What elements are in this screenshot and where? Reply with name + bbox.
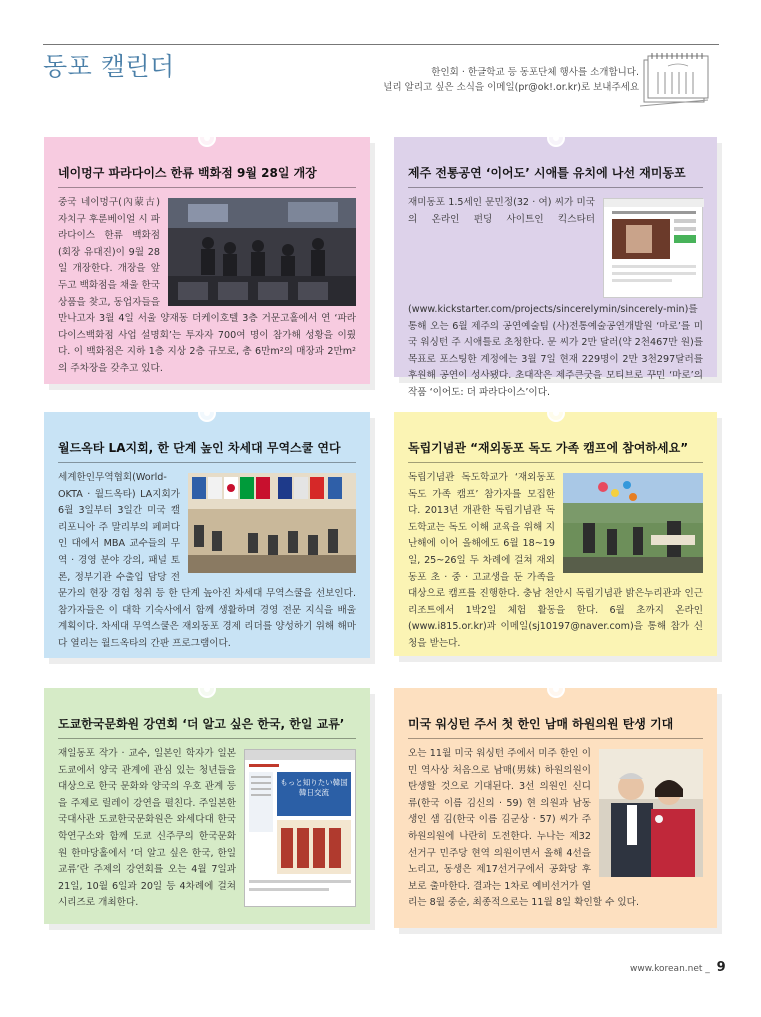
article-card-1 [44,137,370,384]
article-body-1: 중국 네이멍구(內蒙古) 자치구 후룬베이얼 시 파라다이스 한류 백화점(회장 유대진)이 9월 28일 개장한다. 개장을 앞두고 백화점을 채울 한국 상품을 찾고, 동업자들을 만나고자 3월 4일 서울 양재동 더케이호텔 3층 거문고홀에서 연 ‘파라다이스백화점 사업 설명회’는 투자자 700여 명이 참가해 성황을 이뤘다. 이 백화점은 지하 1층 지상 2층 규모로, 총 6만m²의 매장과 2만m²의 주차장을 갖추고 있다. [58,197,356,374]
article-body-4: 독립기념관 독도학교가 ‘재외동포 독도 가족 캠프’ 참가자를 모집한다. 2013년 개관한 독립기념관 독도학교는 독도 이해 교육을 위해 지난해에 이어 올해에도 6월 18~19일, 25~26일 두 차례에 걸쳐 재외동포 초 · 중 · 고교생을 둔 가족을 대상으로 캠프를 진행한다. 충남 천안시 독립기념관 밝은누리관과 인근 리조트에서 1박2일 체험 활동을 한다. 6월 초까지 온라인(www.i815.or.kr)과 이메일(sj10197@naver.com)을 통해 참가 신청을 받는다. [408,472,703,649]
page-footer: www.korean.net _ 9 [630,960,726,975]
article-card-4 [394,412,717,656]
article-card-2 [394,137,717,398]
article-photo-2 [603,198,703,298]
article-photo-6 [599,749,703,877]
article-body-2: 재미동포 1.5세인 문민정(32 · 여) 씨가 미국의 온라인 펀딩 사이트인 킥스타터(www.kickstarter.com/projects/sincerelymin/sincerely-min)를 통해 오는 6월 제주의 공연예술팀 (사)전통예술공연개발원 ‘마로’를 미국 워싱턴 주 시애틀로 초청한다. 문 씨가 2만 달러(약 2천467만 원)를 목표로 포스팅한 계정에는 3월 7일 현재 229명이 2만 3천297달러를 후원해 공연이 성사됐다. 초대작은 제주큰굿을 모티브로 꾸민 ‘마로’의 작품 ‘이어도: 더 파라다이스’이다. [408,197,703,398]
footer-site: www.korean.net [630,964,703,974]
article-photo-3 [188,473,356,573]
calendar-icon [638,50,714,114]
intro-text [383,65,639,95]
article-body-6: 오는 11월 미국 워싱턴 주에서 미주 한인 이민 역사상 처음으로 남매(男妹) 하원의원이 탄생할 것으로 기대된다. 3선 의원인 신디 류(한국 이름 김신의 · 59) 현 의원과 남동생인 샘 김(한국 이름 김군상 · 57) 씨가 주 하원의원에 나란히 도전한다. 누나는 제32선거구 민주당 현역 의원이면서 올해 4선을 노리고, 동생은 제17선거구에서 공화당 후보로 출마한다. 결과는 1차로 예비선거가 열리는 8월 중순, 최종적으로는 11월 8일 확인할 수 있다. [408,748,639,909]
article-body-5: 재일동포 작가 · 교수, 일본인 학자가 일본 도쿄에서 양국 관계에 관심 있는 청년들을 대상으로 한국 문화와 양국의 우호 관계 등을 주제로 릴레이 강연을 펼친다. 주일본한국대사관 도쿄한국문화원은 와세다대 한국학연구소와 함께 도쿄 신주쿠의 한국문화원 한마당홀에서 ‘더 알고 싶은 한국, 한일 교류’란 주제의 강연회를 오는 4월 7일과 21일, 10월 6일과 20일 등 4차례에 걸쳐 시리즈로 개최한다. [58,748,236,909]
article-card-5 [44,688,370,924]
article-title-5: 도쿄한국문화원 강연회 ‘더 알고 싶은 한국, 한일 교류’ [58,716,356,739]
pushpin-icon [545,127,567,149]
article-photo-4 [563,473,703,573]
article-title-3: 월드옥타 LA지회, 한 단계 높인 차세대 무역스쿨 연다 [58,440,356,463]
pushpin-icon [545,678,567,700]
article-photo-1 [168,198,356,306]
page-number: 9 [716,960,726,975]
intro-line-2: 널리 알리고 싶은 소식을 이메일(pr@ok!.or.kr)로 보내주세요 [383,82,639,93]
article-title-6: 미국 워싱턴 주서 첫 한인 남매 하원의원 탄생 기대 [408,716,703,739]
article-title-4: 독립기념관 “재외동포 독도 가족 캠프에 참여하세요” [408,440,703,463]
article-title-2: 제주 전통공연 ‘이어도’ 시애틀 유치에 나선 재미동포 [408,165,703,188]
article-card-3 [44,412,370,658]
pushpin-icon [545,402,567,424]
pushpin-icon [196,127,218,149]
article-photo-5 [244,749,356,907]
top-rule [43,44,719,45]
article-title-1: 네이멍구 파라다이스 한류 백화점 9월 28일 개장 [58,165,356,188]
pushpin-icon [196,402,218,424]
article-body-3: 세계한인무역협회(World-OKTA · 월드옥타) LA지회가 6월 3일부터 3일간 미국 캘리포니아 주 말리부의 페퍼다인 대에서 MBA 교수들의 무역 · 경영 분야 강의, 패널 토론, 정부기관 수출입 담당 전문가의 현장 경험 청취 등 한 단계 높아진 차세대 무역스쿨을 선보인다. 참가자들은 이 대학 기숙사에서 함께 생활하며 경영 전문 지식을 배울 계획이다. 차세대 무역스쿨은 재외동포 경제 리더를 양성하기 위해 해마다 열리는 월드옥타의 간판 프로그램이다. [58,472,356,649]
intro-line-1: 한인회 · 한글학교 등 동포단체 행사를 소개합니다. [431,67,639,78]
pushpin-icon [196,678,218,700]
poster-text: もっと知りたい韓国 韓日交流 [280,778,348,797]
page-title: 동포 캘린더 [43,52,175,81]
article-card-6 [394,688,717,928]
